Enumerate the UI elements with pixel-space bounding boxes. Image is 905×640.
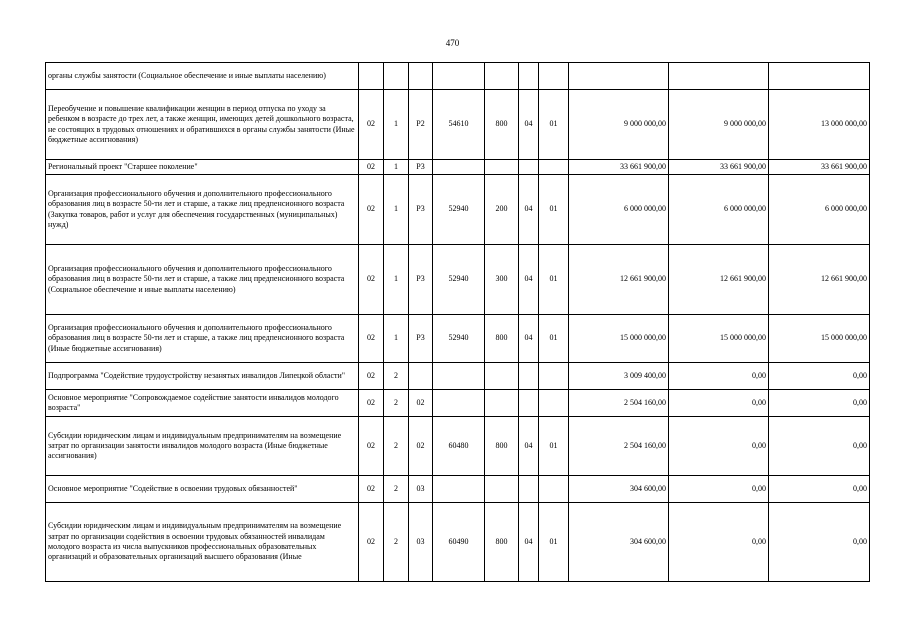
amount-year-3	[769, 63, 870, 90]
amount-year-1: 6 000 000,00	[569, 175, 669, 245]
subprogram-code: 1	[384, 90, 409, 160]
direction-code: 52940	[433, 175, 485, 245]
amount-year-3: 12 661 900,00	[769, 245, 870, 315]
row-description: Региональный проект "Старшее поколение"	[46, 160, 359, 175]
amount-year-3: 0,00	[769, 390, 870, 417]
section-code: 04	[519, 245, 539, 315]
page-number: 470	[445, 38, 460, 48]
subprogram-code: 2	[384, 363, 409, 390]
subsection-code: 01	[539, 90, 569, 160]
section-code: 04	[519, 417, 539, 476]
subprogram-code: 1	[384, 160, 409, 175]
expense-type-code	[485, 363, 519, 390]
amount-year-1: 15 000 000,00	[569, 315, 669, 363]
amount-year-2: 12 661 900,00	[669, 245, 769, 315]
subprogram-code: 1	[384, 245, 409, 315]
amount-year-1: 3 009 400,00	[569, 363, 669, 390]
expense-type-code	[485, 476, 519, 503]
direction-code	[433, 390, 485, 417]
direction-code: 52940	[433, 315, 485, 363]
amount-year-1: 33 661 900,00	[569, 160, 669, 175]
amount-year-2: 0,00	[669, 417, 769, 476]
section-code	[519, 390, 539, 417]
amount-year-3: 6 000 000,00	[769, 175, 870, 245]
section-code: 04	[519, 503, 539, 582]
direction-code	[433, 476, 485, 503]
program-code: 02	[359, 503, 384, 582]
row-description: Основное мероприятие "Сопровождаемое содействие занятости инвалидов молодого возраста"	[46, 390, 359, 417]
activity-code: 02	[409, 417, 433, 476]
row-description: органы службы занятости (Социальное обеспечение и иные выплаты населению)	[46, 63, 359, 90]
program-code: 02	[359, 90, 384, 160]
direction-code: 52940	[433, 245, 485, 315]
activity-code: 03	[409, 503, 433, 582]
subsection-code	[539, 63, 569, 90]
subprogram-code: 1	[384, 175, 409, 245]
table-row	[46, 390, 870, 417]
table-row	[46, 315, 870, 363]
amount-year-2: 6 000 000,00	[669, 175, 769, 245]
program-code	[359, 63, 384, 90]
amount-year-1: 9 000 000,00	[569, 90, 669, 160]
activity-code: 03	[409, 476, 433, 503]
activity-code: P3	[409, 245, 433, 315]
section-code	[519, 63, 539, 90]
amount-year-3: 0,00	[769, 503, 870, 582]
subprogram-code: 2	[384, 503, 409, 582]
row-description: Основное мероприятие "Содействие в освоении трудовых обязанностей"	[46, 476, 359, 503]
direction-code	[433, 63, 485, 90]
row-description: Субсидии юридическим лицам и индивидуальным предпринимателям на возмещение затрат по организации содействия в освоении трудовых обязанностей инвалидам молодого возраста из числа выпускников профессиональных образовательных организаций и образовательных организаций высшего образования (Иные	[46, 503, 359, 582]
program-code: 02	[359, 417, 384, 476]
amount-year-3: 15 000 000,00	[769, 315, 870, 363]
section-code	[519, 476, 539, 503]
amount-year-3: 0,00	[769, 417, 870, 476]
subprogram-code: 2	[384, 476, 409, 503]
amount-year-2	[669, 63, 769, 90]
amount-year-1: 2 504 160,00	[569, 390, 669, 417]
row-description: Организация профессионального обучения и дополнительного профессионального образования лиц в возрасте 50-ти лет и старше, а также лиц предпенсионного возраста (Закупка товаров, работ и услуг для обеспечения государственных (муниципальных) нужд)	[46, 175, 359, 245]
subprogram-code: 1	[384, 315, 409, 363]
expense-type-code: 800	[485, 503, 519, 582]
table-row	[46, 363, 870, 390]
amount-year-3: 0,00	[769, 363, 870, 390]
program-code: 02	[359, 175, 384, 245]
expense-type-code: 800	[485, 315, 519, 363]
program-code: 02	[359, 160, 384, 175]
direction-code: 60480	[433, 417, 485, 476]
subprogram-code: 2	[384, 390, 409, 417]
section-code	[519, 160, 539, 175]
section-code: 04	[519, 315, 539, 363]
activity-code	[409, 63, 433, 90]
row-description: Организация профессионального обучения и дополнительного профессионального образования лиц в возрасте 50-ти лет и старше, а также лиц предпенсионного возраста (Иные бюджетные ассигнования)	[46, 315, 359, 363]
table-row	[46, 476, 870, 503]
activity-code: P3	[409, 175, 433, 245]
table-row	[46, 245, 870, 315]
table-row	[46, 175, 870, 245]
program-code: 02	[359, 390, 384, 417]
activity-code: P2	[409, 90, 433, 160]
activity-code: P3	[409, 160, 433, 175]
expense-type-code: 200	[485, 175, 519, 245]
amount-year-1	[569, 63, 669, 90]
program-code: 02	[359, 363, 384, 390]
direction-code: 60490	[433, 503, 485, 582]
subsection-code	[539, 363, 569, 390]
subsection-code: 01	[539, 417, 569, 476]
amount-year-3: 33 661 900,00	[769, 160, 870, 175]
amount-year-3: 13 000 000,00	[769, 90, 870, 160]
amount-year-1: 12 661 900,00	[569, 245, 669, 315]
amount-year-2: 33 661 900,00	[669, 160, 769, 175]
direction-code	[433, 363, 485, 390]
section-code: 04	[519, 90, 539, 160]
activity-code: P3	[409, 315, 433, 363]
table-row	[46, 160, 870, 175]
amount-year-1: 304 600,00	[569, 503, 669, 582]
amount-year-2: 9 000 000,00	[669, 90, 769, 160]
expense-type-code	[485, 63, 519, 90]
table-row	[46, 417, 870, 476]
subprogram-code: 2	[384, 417, 409, 476]
section-code	[519, 363, 539, 390]
program-code: 02	[359, 476, 384, 503]
direction-code: 54610	[433, 90, 485, 160]
amount-year-1: 304 600,00	[569, 476, 669, 503]
amount-year-2: 0,00	[669, 476, 769, 503]
expense-type-code: 300	[485, 245, 519, 315]
amount-year-1: 2 504 160,00	[569, 417, 669, 476]
table-row	[46, 90, 870, 160]
subsection-code: 01	[539, 503, 569, 582]
program-code: 02	[359, 245, 384, 315]
expense-type-code: 800	[485, 90, 519, 160]
row-description: Переобучение и повышение квалификации женщин в период отпуска по уходу за ребенком в возрасте до трех лет, а также женщин, имеющих детей дошкольного возраста, не состоящих в трудовых отношениях и обратившихся в органы службы занятости (Иные бюджетные ассигнования)	[46, 90, 359, 160]
amount-year-2: 0,00	[669, 503, 769, 582]
budget-table-body	[46, 63, 870, 582]
amount-year-2: 0,00	[669, 390, 769, 417]
subprogram-code	[384, 63, 409, 90]
program-code: 02	[359, 315, 384, 363]
subsection-code	[539, 390, 569, 417]
row-description: Подпрограмма "Содействие трудоустройству незанятых инвалидов Липецкой области"	[46, 363, 359, 390]
activity-code: 02	[409, 390, 433, 417]
subsection-code	[539, 476, 569, 503]
amount-year-2: 15 000 000,00	[669, 315, 769, 363]
table-row	[46, 63, 870, 90]
table-row	[46, 503, 870, 582]
amount-year-3: 0,00	[769, 476, 870, 503]
expense-type-code	[485, 160, 519, 175]
amount-year-2: 0,00	[669, 363, 769, 390]
subsection-code: 01	[539, 175, 569, 245]
subsection-code	[539, 160, 569, 175]
budget-table	[45, 62, 870, 582]
subsection-code: 01	[539, 245, 569, 315]
subsection-code: 01	[539, 315, 569, 363]
direction-code	[433, 160, 485, 175]
activity-code	[409, 363, 433, 390]
row-description: Организация профессионального обучения и дополнительного профессионального образования лиц в возрасте 50-ти лет и старше, а также лиц предпенсионного возраста (Социальное обеспечение и иные выплаты населению)	[46, 245, 359, 315]
expense-type-code: 800	[485, 417, 519, 476]
expense-type-code	[485, 390, 519, 417]
section-code: 04	[519, 175, 539, 245]
row-description: Субсидии юридическим лицам и индивидуальным предпринимателям на возмещение затрат по организации занятости инвалидов молодого возраста (Иные бюджетные ассигнования)	[46, 417, 359, 476]
